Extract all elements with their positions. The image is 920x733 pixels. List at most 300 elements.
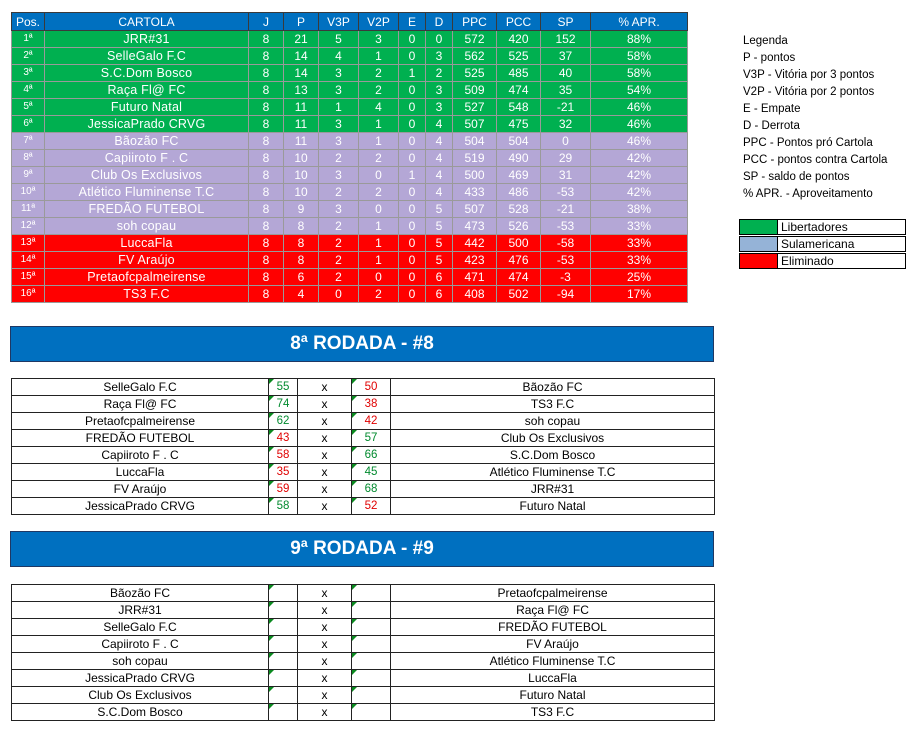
away-team: Futuro Natal	[391, 687, 715, 704]
away-score: 66	[352, 447, 391, 464]
apr-cell: 33%	[591, 235, 688, 252]
v3p-cell: 5	[319, 31, 359, 48]
position-cell: 11ª	[12, 201, 45, 218]
home-team: Capiiroto F . C	[12, 447, 269, 464]
match-row	[12, 481, 715, 498]
team-name-cell: JRR#31	[45, 31, 249, 48]
losses-cell: 4	[426, 133, 453, 150]
points-cell: 13	[284, 82, 319, 99]
losses-cell: 4	[426, 116, 453, 133]
home-team: Club Os Exclusivos	[12, 687, 269, 704]
losses-cell: 6	[426, 286, 453, 303]
home-score	[269, 602, 298, 619]
match-row	[12, 447, 715, 464]
sp-cell: -58	[541, 235, 591, 252]
draws-cell: 0	[399, 269, 426, 286]
games-cell: 8	[249, 48, 284, 65]
home-team: JRR#31	[12, 602, 269, 619]
versus-separator: x	[298, 498, 352, 515]
draws-cell: 0	[399, 184, 426, 201]
v2p-cell: 1	[359, 116, 399, 133]
match-row	[12, 602, 715, 619]
games-cell: 8	[249, 150, 284, 167]
away-score	[352, 585, 391, 602]
column-header: CARTOLA	[45, 13, 249, 31]
points-cell: 6	[284, 269, 319, 286]
apr-cell: 42%	[591, 150, 688, 167]
legend-title: Legenda	[743, 35, 788, 47]
games-cell: 8	[249, 201, 284, 218]
standings-row	[12, 286, 688, 303]
away-team: LuccaFla	[391, 670, 715, 687]
games-cell: 8	[249, 286, 284, 303]
team-name-cell: Pretaofcpalmeirense	[45, 269, 249, 286]
round8-title: 8ª RODADA - #8	[10, 326, 714, 362]
draws-cell: 1	[399, 65, 426, 82]
pcc-cell: 548	[497, 99, 541, 116]
away-score	[352, 687, 391, 704]
position-cell: 14ª	[12, 252, 45, 269]
column-header: SP	[541, 13, 591, 31]
v2p-cell: 2	[359, 184, 399, 201]
v3p-cell: 2	[319, 150, 359, 167]
legend-item: % APR. - Aproveitamento	[743, 188, 873, 200]
round9-title: 9ª RODADA - #9	[10, 531, 714, 567]
v2p-cell: 2	[359, 150, 399, 167]
team-name-cell: soh copau	[45, 218, 249, 235]
legend-item: V2P - Vitória por 2 pontos	[743, 86, 875, 98]
away-team: Raça Fl@ FC	[391, 602, 715, 619]
zone-libertadores	[739, 219, 906, 236]
position-cell: 5ª	[12, 99, 45, 116]
standings-row	[12, 167, 688, 184]
apr-cell: 33%	[591, 252, 688, 269]
games-cell: 8	[249, 252, 284, 269]
pcc-cell: 504	[497, 133, 541, 150]
standings-row	[12, 116, 688, 133]
apr-cell: 46%	[591, 99, 688, 116]
v3p-cell: 4	[319, 48, 359, 65]
sp-cell: -21	[541, 99, 591, 116]
games-cell: 8	[249, 65, 284, 82]
v2p-cell: 1	[359, 252, 399, 269]
v2p-cell: 2	[359, 82, 399, 99]
home-score: 55	[269, 379, 298, 396]
position-cell: 15ª	[12, 269, 45, 286]
apr-cell: 46%	[591, 133, 688, 150]
sp-cell: 152	[541, 31, 591, 48]
legend-item: PPC - Pontos pró Cartola	[743, 137, 873, 149]
apr-cell: 58%	[591, 48, 688, 65]
versus-separator: x	[298, 687, 352, 704]
sp-cell: 40	[541, 65, 591, 82]
versus-separator: x	[298, 464, 352, 481]
v2p-cell: 3	[359, 31, 399, 48]
pcc-cell: 486	[497, 184, 541, 201]
home-score: 62	[269, 413, 298, 430]
ppc-cell: 433	[453, 184, 497, 201]
match-row	[12, 498, 715, 515]
sp-cell: 29	[541, 150, 591, 167]
ppc-cell: 423	[453, 252, 497, 269]
team-name-cell: S.C.Dom Bosco	[45, 65, 249, 82]
away-team: FREDÃO FUTEBOL	[391, 619, 715, 636]
v3p-cell: 3	[319, 65, 359, 82]
round8-matches	[11, 378, 715, 515]
ppc-cell: 527	[453, 99, 497, 116]
versus-separator: x	[298, 704, 352, 721]
home-score: 74	[269, 396, 298, 413]
legend-item: D - Derrota	[743, 120, 800, 132]
match-row	[12, 636, 715, 653]
points-cell: 14	[284, 48, 319, 65]
draws-cell: 0	[399, 82, 426, 99]
away-team: soh copau	[391, 413, 715, 430]
home-score	[269, 636, 298, 653]
zone-swatch	[739, 253, 778, 269]
standings-row	[12, 65, 688, 82]
away-score: 68	[352, 481, 391, 498]
v2p-cell: 1	[359, 133, 399, 150]
home-score: 35	[269, 464, 298, 481]
standings-row	[12, 82, 688, 99]
position-cell: 1ª	[12, 31, 45, 48]
games-cell: 8	[249, 82, 284, 99]
match-row	[12, 653, 715, 670]
away-score: 42	[352, 413, 391, 430]
draws-cell: 0	[399, 150, 426, 167]
legend	[743, 33, 919, 203]
standings-row	[12, 184, 688, 201]
home-score	[269, 653, 298, 670]
draws-cell: 0	[399, 116, 426, 133]
home-score	[269, 704, 298, 721]
games-cell: 8	[249, 133, 284, 150]
match-row	[12, 464, 715, 481]
position-cell: 7ª	[12, 133, 45, 150]
losses-cell: 4	[426, 184, 453, 201]
team-name-cell: Club Os Exclusivos	[45, 167, 249, 184]
home-team: FREDÃO FUTEBOL	[12, 430, 269, 447]
column-header: V2P	[359, 13, 399, 31]
draws-cell: 0	[399, 133, 426, 150]
pcc-cell: 485	[497, 65, 541, 82]
points-cell: 10	[284, 167, 319, 184]
losses-cell: 0	[426, 31, 453, 48]
position-cell: 6ª	[12, 116, 45, 133]
standings-header-row	[12, 13, 688, 31]
zone-label: Eliminado	[778, 253, 906, 269]
v3p-cell: 1	[319, 99, 359, 116]
sp-cell: -53	[541, 252, 591, 269]
away-score: 38	[352, 396, 391, 413]
ppc-cell: 408	[453, 286, 497, 303]
match-row	[12, 704, 715, 721]
home-team: soh copau	[12, 653, 269, 670]
home-team: Raça Fl@ FC	[12, 396, 269, 413]
ppc-cell: 442	[453, 235, 497, 252]
games-cell: 8	[249, 99, 284, 116]
home-team: SelleGalo F.C	[12, 619, 269, 636]
position-cell: 9ª	[12, 167, 45, 184]
away-score	[352, 670, 391, 687]
ppc-cell: 507	[453, 201, 497, 218]
match-row	[12, 619, 715, 636]
losses-cell: 5	[426, 201, 453, 218]
legend-item: SP - saldo de pontos	[743, 171, 850, 183]
home-team: Bãozão FC	[12, 585, 269, 602]
points-cell: 11	[284, 133, 319, 150]
versus-separator: x	[298, 447, 352, 464]
versus-separator: x	[298, 636, 352, 653]
ppc-cell: 504	[453, 133, 497, 150]
points-cell: 8	[284, 218, 319, 235]
team-name-cell: Raça Fl@ FC	[45, 82, 249, 99]
zone-legend	[739, 219, 906, 270]
points-cell: 9	[284, 201, 319, 218]
standings-row	[12, 48, 688, 65]
games-cell: 8	[249, 184, 284, 201]
losses-cell: 4	[426, 167, 453, 184]
games-cell: 8	[249, 218, 284, 235]
versus-separator: x	[298, 619, 352, 636]
standings-row	[12, 201, 688, 218]
draws-cell: 0	[399, 286, 426, 303]
apr-cell: 88%	[591, 31, 688, 48]
standings-row	[12, 269, 688, 286]
team-name-cell: Futuro Natal	[45, 99, 249, 116]
legend-item: V3P - Vitória por 3 pontos	[743, 69, 875, 81]
column-header: PPC	[453, 13, 497, 31]
losses-cell: 2	[426, 65, 453, 82]
losses-cell: 5	[426, 235, 453, 252]
match-row	[12, 379, 715, 396]
points-cell: 4	[284, 286, 319, 303]
draws-cell: 1	[399, 167, 426, 184]
sp-cell: -3	[541, 269, 591, 286]
away-team: Pretaofcpalmeirense	[391, 585, 715, 602]
points-cell: 10	[284, 184, 319, 201]
pcc-cell: 525	[497, 48, 541, 65]
apr-cell: 42%	[591, 184, 688, 201]
team-name-cell: Bãozão FC	[45, 133, 249, 150]
apr-cell: 42%	[591, 167, 688, 184]
points-cell: 14	[284, 65, 319, 82]
away-team: Futuro Natal	[391, 498, 715, 515]
home-score: 58	[269, 498, 298, 515]
v2p-cell: 1	[359, 48, 399, 65]
home-team: Capiiroto F . C	[12, 636, 269, 653]
away-score	[352, 602, 391, 619]
home-score	[269, 670, 298, 687]
home-score	[269, 687, 298, 704]
points-cell: 11	[284, 116, 319, 133]
zone-eliminado	[739, 253, 906, 270]
games-cell: 8	[249, 167, 284, 184]
zone-swatch	[739, 219, 778, 235]
home-team: SelleGalo F.C	[12, 379, 269, 396]
standings-row	[12, 252, 688, 269]
pcc-cell: 469	[497, 167, 541, 184]
v2p-cell: 0	[359, 201, 399, 218]
team-name-cell: FREDÃO FUTEBOL	[45, 201, 249, 218]
draws-cell: 0	[399, 48, 426, 65]
v2p-cell: 0	[359, 269, 399, 286]
losses-cell: 6	[426, 269, 453, 286]
sp-cell: 35	[541, 82, 591, 99]
ppc-cell: 509	[453, 82, 497, 99]
versus-separator: x	[298, 670, 352, 687]
column-header: E	[399, 13, 426, 31]
match-row	[12, 670, 715, 687]
ppc-cell: 500	[453, 167, 497, 184]
pcc-cell: 526	[497, 218, 541, 235]
home-team: JessicaPrado CRVG	[12, 670, 269, 687]
match-row	[12, 687, 715, 704]
games-cell: 8	[249, 31, 284, 48]
legend-item: PCC - pontos contra Cartola	[743, 154, 888, 166]
home-score	[269, 619, 298, 636]
draws-cell: 0	[399, 31, 426, 48]
position-cell: 10ª	[12, 184, 45, 201]
v3p-cell: 2	[319, 252, 359, 269]
away-team: S.C.Dom Bosco	[391, 447, 715, 464]
draws-cell: 0	[399, 99, 426, 116]
losses-cell: 4	[426, 150, 453, 167]
sp-cell: -53	[541, 218, 591, 235]
standings-row	[12, 150, 688, 167]
standings-row	[12, 218, 688, 235]
zone-label: Libertadores	[778, 219, 906, 235]
home-score: 58	[269, 447, 298, 464]
column-header: P	[284, 13, 319, 31]
points-cell: 11	[284, 99, 319, 116]
pcc-cell: 502	[497, 286, 541, 303]
pcc-cell: 490	[497, 150, 541, 167]
v3p-cell: 3	[319, 82, 359, 99]
sp-cell: -53	[541, 184, 591, 201]
ppc-cell: 525	[453, 65, 497, 82]
team-name-cell: SelleGalo F.C	[45, 48, 249, 65]
sp-cell: 31	[541, 167, 591, 184]
versus-separator: x	[298, 481, 352, 498]
v2p-cell: 2	[359, 286, 399, 303]
zone-swatch	[739, 236, 778, 252]
zone-label: Sulamericana	[778, 236, 906, 252]
draws-cell: 0	[399, 252, 426, 269]
apr-cell: 58%	[591, 65, 688, 82]
versus-separator: x	[298, 379, 352, 396]
standings-row	[12, 133, 688, 150]
standings-row	[12, 99, 688, 116]
position-cell: 8ª	[12, 150, 45, 167]
standings-row	[12, 31, 688, 48]
match-row	[12, 585, 715, 602]
home-team: S.C.Dom Bosco	[12, 704, 269, 721]
ppc-cell: 471	[453, 269, 497, 286]
v2p-cell: 1	[359, 235, 399, 252]
column-header: PCC	[497, 13, 541, 31]
zone-sulamericana	[739, 236, 906, 253]
away-team: Atlético Fluminense T.C	[391, 464, 715, 481]
sp-cell: 37	[541, 48, 591, 65]
v2p-cell: 4	[359, 99, 399, 116]
ppc-cell: 507	[453, 116, 497, 133]
team-name-cell: LuccaFla	[45, 235, 249, 252]
match-row	[12, 413, 715, 430]
versus-separator: x	[298, 585, 352, 602]
ppc-cell: 473	[453, 218, 497, 235]
pcc-cell: 475	[497, 116, 541, 133]
apr-cell: 38%	[591, 201, 688, 218]
home-score: 43	[269, 430, 298, 447]
away-score: 52	[352, 498, 391, 515]
standings-table	[11, 12, 688, 303]
points-cell: 8	[284, 252, 319, 269]
draws-cell: 0	[399, 201, 426, 218]
sp-cell: 32	[541, 116, 591, 133]
pcc-cell: 528	[497, 201, 541, 218]
v3p-cell: 3	[319, 167, 359, 184]
apr-cell: 25%	[591, 269, 688, 286]
v3p-cell: 2	[319, 218, 359, 235]
apr-cell: 46%	[591, 116, 688, 133]
v3p-cell: 3	[319, 116, 359, 133]
away-score	[352, 704, 391, 721]
ppc-cell: 572	[453, 31, 497, 48]
home-score: 59	[269, 481, 298, 498]
versus-separator: x	[298, 430, 352, 447]
away-score	[352, 636, 391, 653]
v2p-cell: 1	[359, 218, 399, 235]
apr-cell: 33%	[591, 218, 688, 235]
versus-separator: x	[298, 413, 352, 430]
home-team: FV Araújo	[12, 481, 269, 498]
legend-item: E - Empate	[743, 103, 801, 115]
position-cell: 2ª	[12, 48, 45, 65]
v3p-cell: 2	[319, 269, 359, 286]
pcc-cell: 420	[497, 31, 541, 48]
v3p-cell: 0	[319, 286, 359, 303]
losses-cell: 5	[426, 252, 453, 269]
position-cell: 4ª	[12, 82, 45, 99]
pcc-cell: 474	[497, 269, 541, 286]
away-score	[352, 653, 391, 670]
team-name-cell: Capiiroto F . C	[45, 150, 249, 167]
v3p-cell: 3	[319, 201, 359, 218]
column-header: Pos.	[12, 13, 45, 31]
away-score	[352, 619, 391, 636]
games-cell: 8	[249, 235, 284, 252]
losses-cell: 5	[426, 218, 453, 235]
v2p-cell: 2	[359, 65, 399, 82]
round9-matches	[11, 584, 715, 721]
apr-cell: 17%	[591, 286, 688, 303]
away-team: FV Araújo	[391, 636, 715, 653]
versus-separator: x	[298, 602, 352, 619]
away-score: 57	[352, 430, 391, 447]
match-row	[12, 430, 715, 447]
home-team: Pretaofcpalmeirense	[12, 413, 269, 430]
games-cell: 8	[249, 116, 284, 133]
sp-cell: 0	[541, 133, 591, 150]
draws-cell: 0	[399, 218, 426, 235]
losses-cell: 3	[426, 48, 453, 65]
match-row	[12, 396, 715, 413]
position-cell: 13ª	[12, 235, 45, 252]
away-team: TS3 F.C	[391, 704, 715, 721]
points-cell: 21	[284, 31, 319, 48]
